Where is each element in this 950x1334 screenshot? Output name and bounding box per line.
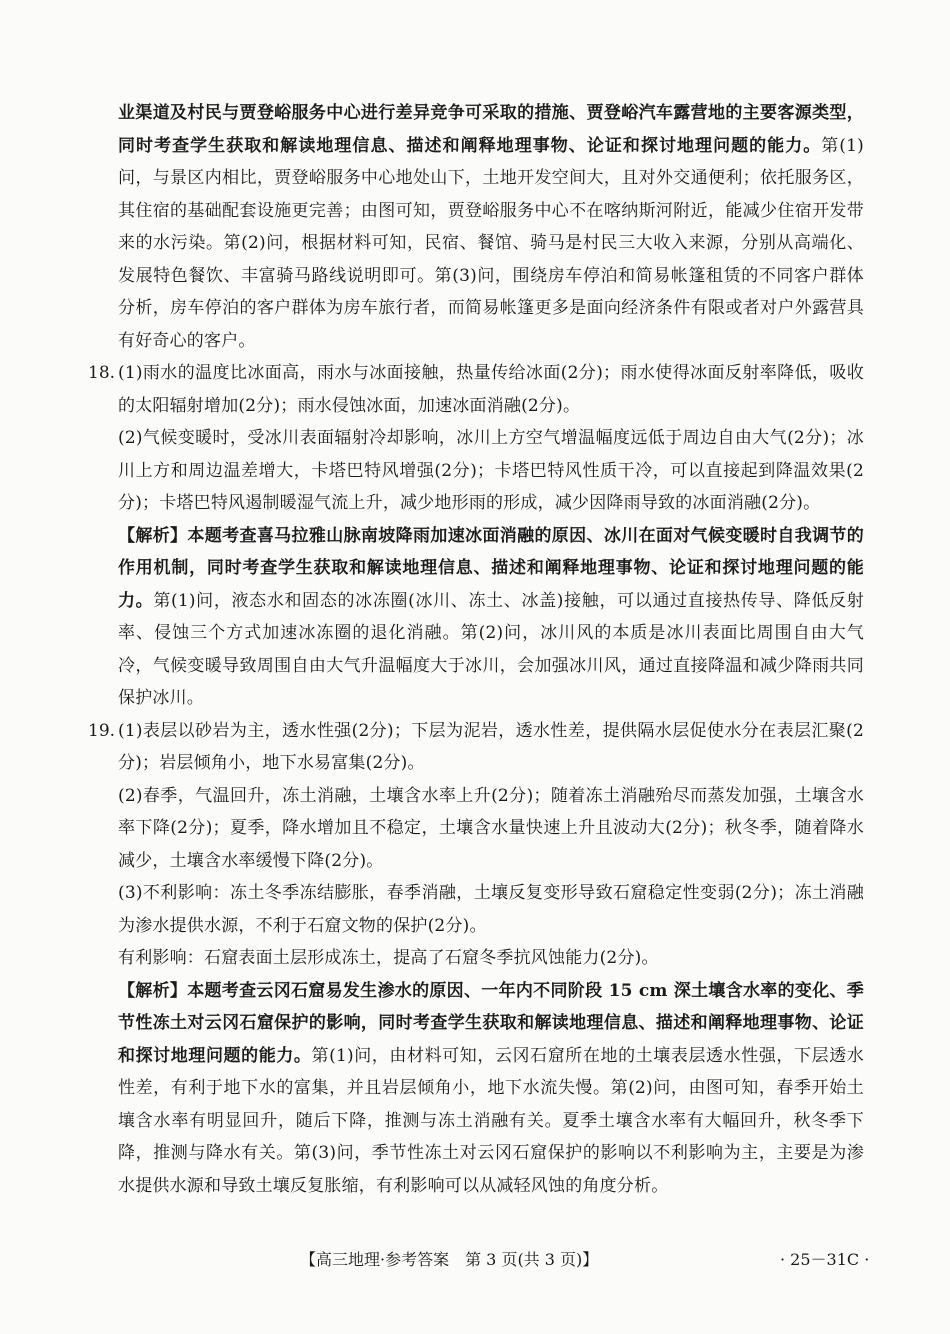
q17-analysis [88, 97, 864, 357]
q18-number: 18. [88, 363, 116, 383]
q19-analysis-bold: 【解析】本题考查云冈石窟易发生渗水的原因、一年内不同阶段 15 cm 深土壤含水率的变化、季节性冻土对云冈石窟保护的影响，同时考查学生获取和解读地理信息、描述和阐释地理事物、论证和探讨地理问题的能力。 [118, 980, 864, 1066]
q19-answer [88, 715, 864, 1203]
q17-analysis-body: 第(1)问，与景区内相比，贾登峪服务中心地处山下，土地开发空间大，且对外交通便利；依托服务区，其住宿的基础配套设施更完善；由图可知，贾登峪服务中心不在喀纳斯河附近，能减少住宿开发带来的水污染。第(2)问，根据材料可知，民宿、餐馆、骑马是村民三大收入来源，分别从高端化、发展特色餐饮、丰富骑马路线说明即可。第(3)问，围绕房车停泊和简易帐篷租赁的不同客户群体分析，房车停泊的客户群体为房车旅行者，而简易帐篷更多是面向经济条件有限或者对户外露营具有好奇心的客户。 [118, 135, 864, 351]
q19-analysis-body: 第(1)问，由材料可知，云冈石窟所在地的土壤表层透水性强，下层透水性差，有利于地下水的富集，并且岩层倾角小，地下水流失慢。第(2)问，由图可知，春季开始土壤含水率有明显回升，随后下降，推测与冻土消融有关。夏季土壤含水率有大幅回升，秋冬季下降，推测与降水有关。第(3)问，季节性冻土对云冈石窟保护的影响以不利影响为主，主要是为渗水提供水源和导致土壤反复胀缩，有利影响可以从减轻风蚀的角度分析。 [118, 1045, 864, 1196]
q19-part3: (3)不利影响：冻土冬季冻结膨胀，春季消融，土壤反复变形导致石窟稳定性变弱(2分)；冻土消融为渗水提供水源，不利于石窟文物的保护(2分)。 [118, 883, 864, 936]
q18-part2: (2)气候变暖时，受冰川表面辐射冷却影响，冰川上方空气增温幅度远低于周边自由大气(2分)；冰川上方和周边温差增大，卡塔巴特风增强(2分)；卡塔巴特风性质干冷，可以直接起到降温效果(2分)；卡塔巴特风遏制暖湿气流上升，减少地形雨的形成，减少因降雨导致的冰面消融(2分)。 [118, 428, 864, 513]
q18-analysis-body: 第(1)问，液态水和固态的冰冻圈(冰川、冻土、冰盖)接触，可以通过直接热传导、降低反射率、侵蚀三个方式加速冰冻圈的退化消融。第(2)问，冰川风的本质是冰川表面比周围自由大气冷，气候变暖导致周围自由大气升温幅度大于冰川，会加强冰川风，通过直接降温和减少降雨共同保护冰川。 [118, 590, 864, 708]
page-footer [0, 1246, 950, 1274]
q18-part1: (1)雨水的温度比冰面高，雨水与冰面接触，热量传给冰面(2分)；雨水使得冰面反射率降低，吸收的太阳辐射增加(2分)；雨水侵蚀冰面，加速冰面消融(2分)。 [118, 363, 864, 416]
q17-analysis-bold: 业渠道及村民与贾登峪服务中心进行差异竞争可采取的措施、贾登峪汽车露营地的主要客源类型，同时考查学生获取和解读地理信息、描述和阐释地理事物、论证和探讨地理问题的能力。 [118, 103, 864, 156]
footer-title: 【高三地理·参考答案 第 3 页(共 3 页)】 [300, 1250, 599, 1269]
q18-answer [88, 357, 864, 715]
q19-analysis [118, 975, 864, 1203]
q19-part3b: 有利影响：石窟表面土层形成冻土，提高了石窟冬季抗风蚀能力(2分)。 [118, 948, 659, 968]
q18-analysis [118, 520, 864, 715]
q19-part1: (1)表层以砂岩为主，透水性强(2分)；下层为泥岩，透水性差，提供隔水层促使水分在表层汇聚(2分)；岩层倾角小，地下水易富集(2分)。 [118, 720, 864, 773]
q19-number: 19. [88, 720, 116, 741]
q19-part2: (2)春季，气温回升，冻土消融，土壤含水率上升(2分)；随着冻土消融殆尽而蒸发加强，土壤含水率下降(2分)；夏季，降水增加且不稳定，土壤含水量快速上升且波动大(2分)；秋冬季，随着降水减少，土壤含水率缓慢下降(2分)。 [118, 785, 864, 871]
q18-analysis-bold: 【解析】本题考查喜马拉雅山脉南坡降雨加速冰面消融的原因、冰川在面对气候变暖时自我调节的作用机制，同时考查学生获取和解读地理信息、描述和阐释地理事物、论证和探讨地理问题的能力。 [118, 525, 864, 611]
page-content [88, 97, 864, 1202]
footer-code: · 25－31C · [780, 1250, 870, 1269]
